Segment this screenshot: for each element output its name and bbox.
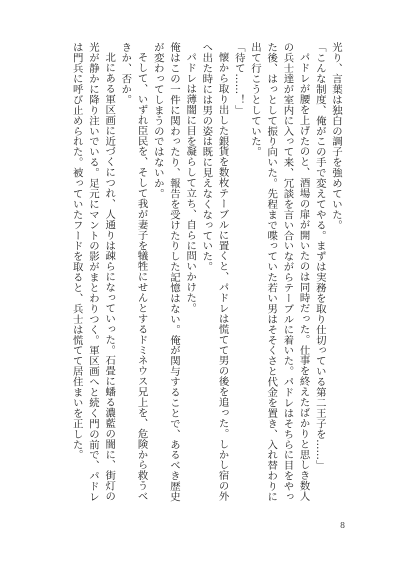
page-number: 8 (340, 521, 346, 530)
paragraph-wait-cry: 「待て……！」 (232, 42, 245, 116)
paragraph-opening-line: 光り、言葉は独白の調子を強めていた。 (330, 42, 342, 231)
paragraph-padre-speech: 「こんな制度、俺がこの手で変えてやる。まずは実務を取り仕切っている第二王子を……」 (313, 42, 326, 471)
paragraph-history-concern: 俺はこの一件に関わったり、報告を受けたりした記憶はない。俺が関与することで、あるべき歴史が変わってしまうのではないか。 (151, 42, 180, 502)
paragraph-dilemma: そして、いずれ臣民を、そして我が妻子を犠牲にせんとするドミネウス兄上を、危険から救うべきか、否か。 (119, 42, 148, 502)
paragraph-military-district: 北にある軍区画に近づくにつれ、人通りは疎らになっていった。石畳に蟠る濃藍の闇に、街灯の光が静かに降り注いでいる。足元にマントの影がまとわりつく。軍区画へと続く門の前で、パドレは門兵に呼び止められた。被っていたフードを取ると、兵士は慌てて居住まいを正した。 (70, 42, 116, 502)
vertical-text-block (69, 42, 344, 510)
paragraph-soldiers-enter: パドレが腰を上げたのと、酒場の扉が開いたのは同時だった。仕事を終えたばかりと思しき数人の兵士達が室内に入って来、冗談を言い合いながらテーブルに着いた。パドレはそちらに目をやった後、はっとして振り向いた。先程まで喋っていた若い男はそそくさと代金を置き、入れ替わりに出て行こうとしていた。 (248, 42, 310, 502)
paragraph-self-question: パドレは薄闇に目を凝らして立ち、自らに問いかけた。 (184, 52, 197, 314)
paragraph-chase: 懐から取り出した銀貨を数枚テーブルに置くと、パドレは慌てて男の後を追った。しかし宿の外へ出た時には男の姿は既に見えなくなっていた。 (200, 42, 229, 502)
